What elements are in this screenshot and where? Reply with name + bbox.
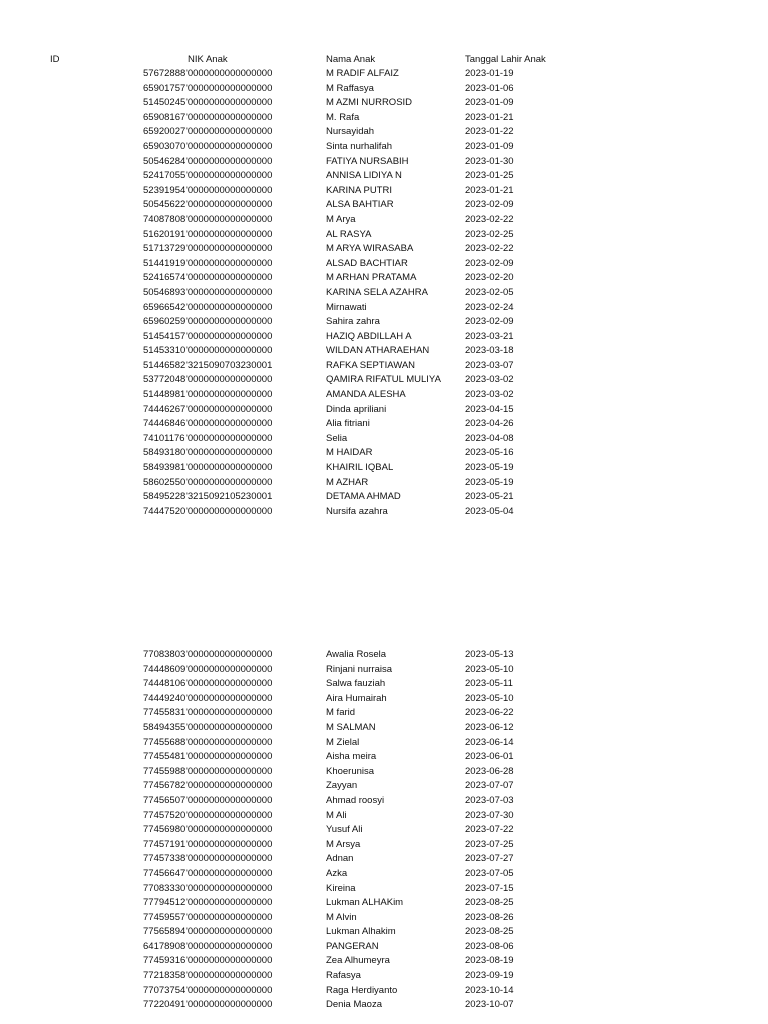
- cell-nik: '0000000000000000: [186, 721, 273, 733]
- cell-tanggal: 2023-09-19: [465, 970, 514, 982]
- cell-id: 74448609: [143, 663, 186, 675]
- cell-nik: '0000000000000000: [186, 970, 273, 982]
- table-row: [0, 257, 768, 272]
- cell-nik: '0000000000000000: [186, 853, 273, 865]
- cell-tanggal: 2023-07-07: [465, 780, 514, 792]
- cell-id: 77455988: [143, 765, 186, 777]
- cell-nama: PANGERAN: [326, 940, 379, 952]
- cell-id: 50546893: [143, 286, 186, 298]
- cell-id: 77457191: [143, 838, 186, 850]
- cell-id: 65920027: [143, 126, 186, 138]
- cell-id: 77457520: [143, 809, 186, 821]
- cell-id: 51453310: [143, 345, 186, 357]
- cell-tanggal: 2023-02-25: [465, 228, 514, 240]
- cell-tanggal: 2023-10-07: [465, 999, 514, 1011]
- cell-tanggal: 2023-01-21: [465, 111, 514, 123]
- cell-nik: '0000000000000000: [186, 68, 273, 79]
- cell-tanggal: 2023-07-30: [465, 809, 514, 821]
- cell-id: 65966542: [143, 301, 186, 313]
- cell-id: 74087808: [143, 213, 186, 225]
- cell-nik: '0000000000000000: [186, 126, 273, 138]
- cell-nama: Mirnawati: [326, 301, 367, 313]
- cell-nama: M AZHAR: [326, 476, 369, 488]
- cell-tanggal: 2023-02-22: [465, 213, 514, 225]
- cell-tanggal: 2023-06-28: [465, 765, 514, 777]
- cell-tanggal: 2023-07-27: [465, 853, 514, 865]
- cell-id: 50545622: [143, 199, 186, 211]
- table-row: [0, 111, 768, 126]
- cell-nik: '0000000000000000: [186, 663, 273, 675]
- column-header-nama-anak: Nama Anak: [326, 54, 376, 65]
- cell-id: 52416574: [143, 272, 186, 284]
- table-row: [0, 896, 768, 911]
- cell-id: 77218358: [143, 970, 186, 982]
- cell-tanggal: 2023-01-19: [465, 68, 514, 79]
- cell-nama: M RADIF ALFAIZ: [326, 68, 399, 79]
- cell-nama: Alia fitriani: [326, 418, 370, 430]
- cell-nik: '0000000000000000: [186, 505, 273, 517]
- cell-id: 51450245: [143, 97, 186, 109]
- cell-id: 77794512: [143, 897, 186, 909]
- cell-nama: Yusuf Ali: [326, 824, 363, 836]
- table-row: [0, 809, 768, 824]
- cell-nama: M ARHAN PRATAMA: [326, 272, 417, 284]
- table-row: [0, 721, 768, 736]
- cell-tanggal: 2023-03-07: [465, 359, 514, 371]
- cell-nik: '0000000000000000: [186, 374, 273, 386]
- cell-tanggal: 2023-01-06: [465, 82, 514, 94]
- cell-id: 77457338: [143, 853, 186, 865]
- cell-nik: '0000000000000000: [186, 678, 273, 690]
- cell-tanggal: 2023-07-05: [465, 867, 514, 879]
- cell-nama: Dinda apriliani: [326, 403, 387, 415]
- cell-nik: '0000000000000000: [186, 882, 273, 894]
- cell-nama: QAMIRA RIFATUL MULIYA: [326, 374, 441, 386]
- cell-nik: '0000000000000000: [186, 824, 273, 836]
- cell-nik: '0000000000000000: [186, 462, 273, 474]
- cell-tanggal: 2023-01-21: [465, 184, 514, 196]
- table-row: [0, 125, 768, 140]
- table-row: [0, 344, 768, 359]
- cell-nama: M. Rafa: [326, 111, 360, 123]
- cell-nik: '0000000000000000: [186, 111, 273, 123]
- cell-id: 53772048: [143, 374, 186, 386]
- cell-tanggal: 2023-03-18: [465, 345, 514, 357]
- cell-nik: '0000000000000000: [186, 345, 273, 357]
- cell-tanggal: 2023-03-02: [465, 374, 514, 386]
- cell-nik: '0000000000000000: [186, 330, 273, 342]
- cell-id: 65901757: [143, 82, 186, 94]
- cell-nama: Selia: [326, 432, 348, 444]
- cell-nik: '0000000000000000: [186, 170, 273, 182]
- cell-nik: '0000000000000000: [186, 199, 273, 211]
- cell-tanggal: 2023-05-10: [465, 663, 514, 675]
- cell-nama: Khoerunisa: [326, 765, 375, 777]
- cell-id: 57672888: [143, 68, 186, 79]
- cell-tanggal: 2023-08-06: [465, 940, 514, 952]
- cell-tanggal: 2023-07-22: [465, 824, 514, 836]
- cell-nama: M Alvin: [326, 911, 357, 923]
- table-row: [0, 505, 768, 520]
- cell-tanggal: 2023-07-03: [465, 794, 514, 806]
- cell-nama: Rinjani nurraisa: [326, 663, 393, 675]
- column-header-nik-anak: NIK Anak: [188, 54, 228, 65]
- cell-id: 58493180: [143, 447, 186, 459]
- table-row: [0, 388, 768, 403]
- cell-nik: '0000000000000000: [186, 286, 273, 298]
- cell-tanggal: 2023-05-16: [465, 447, 514, 459]
- cell-nik: '0000000000000000: [186, 82, 273, 94]
- cell-id: 50546284: [143, 155, 186, 167]
- cell-nama: HAZIQ ABDILLAH A: [326, 330, 412, 342]
- table-row: [0, 213, 768, 228]
- cell-nama: ANNISA LIDIYA N: [326, 170, 402, 182]
- cell-nama: KHAIRIL IQBAL: [326, 462, 394, 474]
- table-row: [0, 242, 768, 257]
- table-row: [0, 446, 768, 461]
- cell-tanggal: 2023-01-25: [465, 170, 514, 182]
- table-row: [0, 838, 768, 853]
- cell-nama: Awalia Rosela: [326, 649, 387, 660]
- cell-tanggal: 2023-01-22: [465, 126, 514, 138]
- cell-tanggal: 2023-05-13: [465, 649, 514, 660]
- cell-tanggal: 2023-01-09: [465, 140, 514, 152]
- table-row: [0, 765, 768, 780]
- cell-nama: FATIYA NURSABIH: [326, 155, 409, 167]
- cell-tanggal: 2023-03-21: [465, 330, 514, 342]
- cell-nik: '0000000000000000: [186, 403, 273, 415]
- table-row: [0, 779, 768, 794]
- cell-nik: '0000000000000000: [186, 984, 273, 996]
- table-row: [0, 867, 768, 882]
- cell-nik: '0000000000000000: [186, 999, 273, 1011]
- cell-nik: '0000000000000000: [186, 765, 273, 777]
- cell-id: 64178908: [143, 940, 186, 952]
- cell-nama: Kireina: [326, 882, 356, 894]
- cell-id: 77083803: [143, 649, 186, 660]
- table-row: [0, 490, 768, 505]
- cell-nik: '3215090703230001: [186, 359, 273, 371]
- cell-tanggal: 2023-01-09: [465, 97, 514, 109]
- table-row: [0, 67, 768, 82]
- table-row: [0, 432, 768, 447]
- cell-id: 51454157: [143, 330, 186, 342]
- table-row: [0, 286, 768, 301]
- table-row: [0, 823, 768, 838]
- cell-nik: '0000000000000000: [186, 692, 273, 704]
- cell-nik: '0000000000000000: [186, 447, 273, 459]
- table-row: [0, 925, 768, 940]
- cell-tanggal: 2023-02-09: [465, 316, 514, 328]
- cell-nama: WILDAN ATHARAEHAN: [326, 345, 430, 357]
- cell-tanggal: 2023-07-25: [465, 838, 514, 850]
- cell-nama: M Zielal: [326, 736, 360, 748]
- cell-nama: Aisha meira: [326, 751, 377, 763]
- cell-tanggal: 2023-05-04: [465, 505, 514, 517]
- cell-nik: '3215092105230001: [186, 491, 273, 503]
- table-row: [0, 998, 768, 1013]
- cell-nama: Aira Humairah: [326, 692, 387, 704]
- table-row: [0, 461, 768, 476]
- table-block-first: [0, 67, 768, 519]
- cell-nama: KARINA PUTRI: [326, 184, 392, 196]
- cell-id: 74448106: [143, 678, 186, 690]
- cell-id: 58493981: [143, 462, 186, 474]
- table-row: [0, 706, 768, 721]
- cell-tanggal: 2023-06-22: [465, 707, 514, 719]
- cell-nama: M Arya: [326, 213, 356, 225]
- table-row: [0, 969, 768, 984]
- cell-nama: ALSA BAHTIAR: [326, 199, 394, 211]
- cell-id: 77565894: [143, 926, 186, 938]
- cell-id: 74447520: [143, 505, 186, 517]
- cell-nik: '0000000000000000: [186, 838, 273, 850]
- cell-nama: Raga Herdiyanto: [326, 984, 398, 996]
- table-row: [0, 315, 768, 330]
- cell-nik: '0000000000000000: [186, 418, 273, 430]
- cell-id: 65903070: [143, 140, 186, 152]
- cell-nama: Sinta nurhalifah: [326, 140, 393, 152]
- table-block-second: [0, 648, 768, 1013]
- table-row: [0, 403, 768, 418]
- cell-nama: M Ali: [326, 809, 347, 821]
- cell-nik: '0000000000000000: [186, 926, 273, 938]
- cell-tanggal: 2023-06-01: [465, 751, 514, 763]
- table-row: [0, 852, 768, 867]
- table-row: [0, 228, 768, 243]
- cell-nik: '0000000000000000: [186, 794, 273, 806]
- cell-tanggal: 2023-10-14: [465, 984, 514, 996]
- cell-id: 51713729: [143, 243, 186, 255]
- cell-nama: Azka: [326, 867, 348, 879]
- cell-id: 51446582: [143, 359, 186, 371]
- table-row: [0, 155, 768, 170]
- cell-id: 77455831: [143, 707, 186, 719]
- cell-nama: Zea Alhumeyra: [326, 955, 390, 967]
- cell-nama: Ahmad roosyi: [326, 794, 385, 806]
- cell-nik: '0000000000000000: [186, 155, 273, 167]
- cell-tanggal: 2023-04-15: [465, 403, 514, 415]
- cell-nama: Nursayidah: [326, 126, 375, 138]
- cell-id: 77083330: [143, 882, 186, 894]
- cell-nik: '0000000000000000: [186, 257, 273, 269]
- table-row: [0, 663, 768, 678]
- table-row: [0, 417, 768, 432]
- table-row: [0, 169, 768, 184]
- cell-nik: '0000000000000000: [186, 389, 273, 401]
- cell-nama: KARINA SELA AZAHRA: [326, 286, 428, 298]
- cell-nik: '0000000000000000: [186, 184, 273, 196]
- cell-id: 77456507: [143, 794, 186, 806]
- cell-id: 77456782: [143, 780, 186, 792]
- cell-nama: RAFKA SEPTIAWAN: [326, 359, 416, 371]
- cell-nik: '0000000000000000: [186, 140, 273, 152]
- table-row: [0, 476, 768, 491]
- cell-id: 77456980: [143, 824, 186, 836]
- table-row: [0, 96, 768, 111]
- cell-id: 77073754: [143, 984, 186, 996]
- column-header-tanggal-lahir-anak: Tanggal Lahir Anak: [465, 54, 546, 65]
- cell-tanggal: 2023-04-26: [465, 418, 514, 430]
- cell-nama: AMANDA ALESHA: [326, 389, 406, 401]
- cell-nama: M farid: [326, 707, 356, 719]
- column-header-id: ID: [50, 54, 60, 65]
- cell-tanggal: 2023-01-30: [465, 155, 514, 167]
- cell-nama: M Arsya: [326, 838, 361, 850]
- table-row: [0, 940, 768, 955]
- cell-id: 51620191: [143, 228, 186, 240]
- table-row: [0, 736, 768, 751]
- cell-id: 77459557: [143, 911, 186, 923]
- cell-nik: '0000000000000000: [186, 867, 273, 879]
- cell-id: 65960259: [143, 316, 186, 328]
- cell-nik: '0000000000000000: [186, 272, 273, 284]
- cell-nama: DETAMA AHMAD: [326, 491, 401, 503]
- cell-id: 74446267: [143, 403, 186, 415]
- cell-id: 77455688: [143, 736, 186, 748]
- cell-tanggal: 2023-05-10: [465, 692, 514, 704]
- table-row: [0, 648, 768, 663]
- cell-nama: M HAIDAR: [326, 447, 373, 459]
- cell-tanggal: 2023-05-11: [465, 678, 513, 690]
- cell-nik: '0000000000000000: [186, 243, 273, 255]
- cell-nik: '0000000000000000: [186, 707, 273, 719]
- cell-nama: Salwa fauziah: [326, 678, 386, 690]
- cell-nik: '0000000000000000: [186, 301, 273, 313]
- cell-nik: '0000000000000000: [186, 649, 273, 660]
- cell-id: 58602550: [143, 476, 186, 488]
- cell-nik: '0000000000000000: [186, 955, 273, 967]
- cell-tanggal: 2023-04-08: [465, 432, 514, 444]
- cell-id: 58495228: [143, 491, 186, 503]
- table-row: [0, 140, 768, 155]
- cell-tanggal: 2023-08-25: [465, 897, 514, 909]
- cell-tanggal: 2023-02-09: [465, 199, 514, 211]
- table-row: [0, 882, 768, 897]
- cell-nik: '0000000000000000: [186, 432, 273, 444]
- table-row: [0, 750, 768, 765]
- cell-tanggal: 2023-08-19: [465, 955, 514, 967]
- cell-tanggal: 2023-02-05: [465, 286, 514, 298]
- cell-nik: '0000000000000000: [186, 476, 273, 488]
- table-row: [0, 954, 768, 969]
- cell-id: 74449240: [143, 692, 186, 704]
- cell-id: 65908167: [143, 111, 186, 123]
- table-row: [0, 301, 768, 316]
- cell-id: 77220491: [143, 999, 186, 1011]
- cell-tanggal: 2023-08-25: [465, 926, 514, 938]
- cell-tanggal: 2023-02-20: [465, 272, 514, 284]
- cell-tanggal: 2023-06-12: [465, 721, 514, 733]
- cell-id: 52417055: [143, 170, 186, 182]
- cell-nama: M ARYA WIRASABA: [326, 243, 414, 255]
- table-row: [0, 82, 768, 97]
- table-row: [0, 330, 768, 345]
- table-row: [0, 359, 768, 374]
- cell-nik: '0000000000000000: [186, 751, 273, 763]
- cell-tanggal: 2023-02-24: [465, 301, 514, 313]
- cell-nik: '0000000000000000: [186, 897, 273, 909]
- cell-nik: '0000000000000000: [186, 809, 273, 821]
- table-row: [0, 271, 768, 286]
- cell-id: 74446846: [143, 418, 186, 430]
- table-row: [0, 911, 768, 926]
- cell-nama: Lukman Alhakim: [326, 926, 396, 938]
- cell-nik: '0000000000000000: [186, 316, 273, 328]
- cell-nik: '0000000000000000: [186, 213, 273, 225]
- cell-tanggal: 2023-02-22: [465, 243, 514, 255]
- cell-nama: M Raffasya: [326, 82, 374, 94]
- cell-tanggal: 2023-05-21: [465, 491, 514, 503]
- cell-tanggal: 2023-03-02: [465, 389, 514, 401]
- table-row: [0, 373, 768, 388]
- table-row: [0, 198, 768, 213]
- cell-nik: '0000000000000000: [186, 940, 273, 952]
- cell-tanggal: 2023-05-19: [465, 476, 514, 488]
- cell-nama: Lukman ALHAKim: [326, 897, 404, 909]
- cell-nama: Nursifa azahra: [326, 505, 388, 517]
- cell-nama: Adnan: [326, 853, 354, 865]
- table-row: [0, 794, 768, 809]
- cell-nama: Sahira zahra: [326, 316, 380, 328]
- cell-nik: '0000000000000000: [186, 228, 273, 240]
- cell-nama: Denia Maoza: [326, 999, 382, 1011]
- cell-nama: AL RASYA: [326, 228, 372, 240]
- cell-tanggal: 2023-07-15: [465, 882, 514, 894]
- cell-nik: '0000000000000000: [186, 736, 273, 748]
- cell-id: 74101176: [143, 432, 185, 444]
- table-row: [0, 984, 768, 999]
- table-row: [0, 677, 768, 692]
- cell-nama: M SALMAN: [326, 721, 376, 733]
- cell-nama: Zayyan: [326, 780, 358, 792]
- cell-tanggal: 2023-06-14: [465, 736, 514, 748]
- cell-nik: '0000000000000000: [186, 97, 273, 109]
- cell-id: 77459316: [143, 955, 186, 967]
- cell-id: 51441919: [143, 257, 186, 269]
- cell-tanggal: 2023-08-26: [465, 911, 514, 923]
- table-row: [0, 692, 768, 707]
- cell-id: 51448981: [143, 389, 186, 401]
- cell-tanggal: 2023-02-09: [465, 257, 514, 269]
- cell-tanggal: 2023-05-19: [465, 462, 514, 474]
- cell-id: 77456647: [143, 867, 186, 879]
- cell-nama: ALSAD BACHTIAR: [326, 257, 408, 269]
- cell-id: 77455481: [143, 751, 186, 763]
- cell-nik: '0000000000000000: [186, 911, 273, 923]
- cell-id: 52391954: [143, 184, 186, 196]
- cell-nama: Rafasya: [326, 970, 361, 982]
- cell-id: 58494355: [143, 721, 186, 733]
- cell-nama: M AZMI NURROSID: [326, 97, 413, 109]
- table-row: [0, 184, 768, 199]
- cell-nik: '0000000000000000: [186, 780, 273, 792]
